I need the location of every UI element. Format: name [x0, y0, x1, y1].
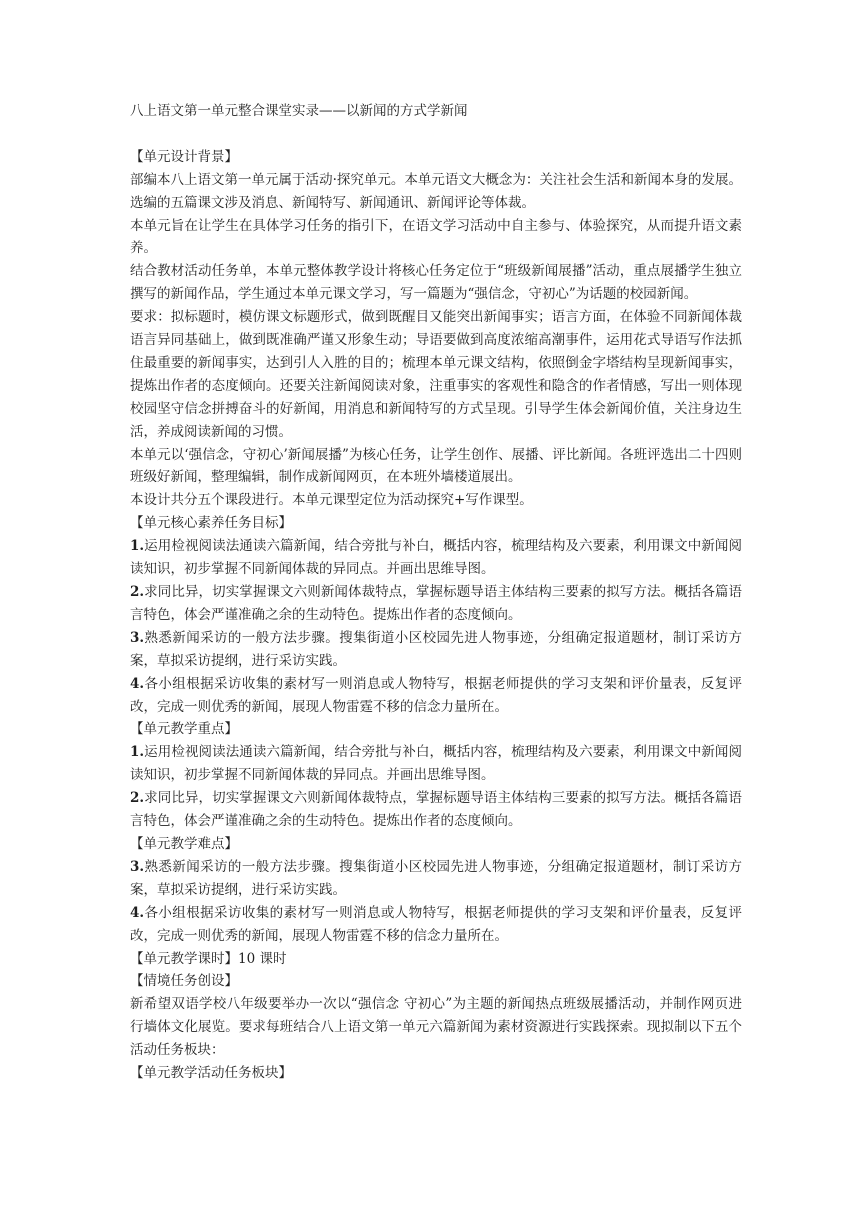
background-paragraph: 要求：拟标题时，模仿课文标题形式，做到既醒目又能突出新闻事实；语言方面，在体验不同新闻体裁语言异同基础上，做到既准确严谨又形象生动；导语要做到高度浓缩高潮事件，运用花式导语写作法抓住最重要的新闻事实，达到引人入胜的目的；梳理本单元课文结构，依照倒金字塔结构呈现新闻事实，提炼出作者的态度倾向。还要关注新闻阅读对象，注重事实的客观性和隐含的作者情感，写出一则体现校园坚守信念拼搏奋斗的好新闻，用消息和新闻特写的方式呈现。引导学生体会新闻价值，关注身边生活，养成阅读新闻的习惯。 — [130, 309, 742, 440]
goal-item-number: 3. — [130, 629, 145, 646]
background-paragraph: 本设计共分五个课段进行。本单元课型定位为活动探究+写作课型。 — [130, 492, 533, 509]
goal-item-text: 熟悉新闻采访的一般方法步骤。搜集街道小区校园先进人物事迹，分组确定报道题材，制订采访方案，草拟采访提纲，进行采访实践。 — [130, 629, 742, 669]
difficult-point-item — [130, 856, 742, 902]
section-heading-class-hours — [130, 948, 742, 971]
section-heading-goals: 【单元核心素养任务目标】 — [130, 515, 292, 532]
difficult-point-number: 4. — [130, 904, 145, 921]
background-paragraph: 本单元旨在让学生在具体学习任务的指引下，在语文学习活动中自主参与、体验探究，从而提升语文素养。 — [130, 217, 742, 257]
goal-item-number: 1. — [130, 538, 145, 555]
key-point-number: 1. — [130, 744, 145, 761]
section-heading-activity-tasks: 【单元教学活动任务板块】 — [130, 1065, 292, 1082]
background-paragraph: 部编本八上语文第一单元属于活动·探究单元。本单元语文大概念为：关注社会生活和新闻本身的发展。选编的五篇课文涉及消息、新闻特写、新闻通讯、新闻评论等体裁。 — [130, 171, 742, 211]
section-heading-scenario: 【情境任务创设】 — [130, 973, 238, 990]
section-heading-difficult-points: 【单元教学难点】 — [130, 835, 238, 852]
background-paragraph: 结合教材活动任务单，本单元整体教学设计将核心任务定位于“班级新闻展播”活动，重点展播学生独立撰写的新闻作品，学生通过本单元课文学习，写一篇题为“强信念，守初心”为话题的校园新闻。 — [130, 263, 742, 303]
goal-item-number: 2. — [130, 584, 145, 601]
goal-item — [130, 535, 742, 581]
goal-item — [130, 673, 742, 719]
section-heading-background: 【单元设计背景】 — [130, 148, 238, 165]
background-paragraph: 本单元以‘强信念，守初心’新闻展播”为核心任务，让学生创作、展播、评比新闻。各班评选出二十四则班级好新闻，整理编辑，制作成新闻网页，在本班外墙楼道展出。 — [130, 446, 742, 486]
goal-item — [130, 627, 742, 673]
goal-item-number: 4. — [130, 675, 145, 692]
class-hours-label: 【单元教学课时】 — [130, 950, 238, 967]
key-point-number: 2. — [130, 790, 145, 807]
key-point-text: 求同比异，切实掌握课文六则新闻体裁特点，掌握标题导语主体结构三要素的拟写方法。概括各篇语言特色，体会严谨准确之余的生动特色。提炼出作者的态度倾向。 — [130, 790, 742, 830]
difficult-point-text: 各小组根据采访收集的素材写一则消息或人物特写，根据老师提供的学习支架和评价量表，反复评改，完成一则优秀的新闻，展现人物雷霆不移的信念力量所在。 — [130, 904, 742, 944]
goal-item — [130, 581, 742, 627]
key-point-item — [130, 787, 742, 833]
goal-item-text: 求同比异，切实掌握课文六则新闻体裁特点，掌握标题导语主体结构三要素的拟写方法。概括各篇语言特色，体会严谨准确之余的生动特色。提炼出作者的态度倾向。 — [130, 584, 742, 623]
document-title: 八上语文第一单元整合课堂实录——以新闻的方式学新闻 — [130, 103, 468, 119]
class-hours-value: 10 课时 — [238, 950, 287, 967]
document-page — [130, 100, 742, 1085]
scenario-paragraph: 新希望双语学校八年级要举办一次以“强信念 守初心”为主题的新闻热点班级展播活动，并制作网页进行墙体文化展览。要求每班结合八上语文第一单元六篇新闻为素材资源进行实践探索。现拟制以下五个活动任务板块： — [130, 996, 742, 1059]
difficult-point-text: 熟悉新闻采访的一般方法步骤。搜集街道小区校园先进人物事迹，分组确定报道题材，制订采访方案，草拟采访提纲，进行采访实践。 — [130, 858, 742, 898]
goal-item-text: 运用检视阅读法通读六篇新闻，结合旁批与补白，概括内容，梳理结构及六要素，利用课文中新闻阅读知识，初步掌握不同新闻体裁的异同点。并画出思维导图。 — [130, 538, 742, 578]
goal-item-text: 各小组根据采访收集的素材写一则消息或人物特写，根据老师提供的学习支架和评价量表，反复评改，完成一则优秀的新闻，展现人物雷霆不移的信念力量所在。 — [130, 675, 742, 715]
key-point-text: 运用检视阅读法通读六篇新闻，结合旁批与补白，概括内容，梳理结构及六要素，利用课文中新闻阅读知识，初步掌握不同新闻体裁的异同点。并画出思维导图。 — [130, 744, 742, 784]
difficult-point-number: 3. — [130, 858, 145, 875]
section-heading-key-points: 【单元教学重点】 — [130, 721, 238, 738]
difficult-point-item — [130, 902, 742, 948]
key-point-item — [130, 741, 742, 787]
